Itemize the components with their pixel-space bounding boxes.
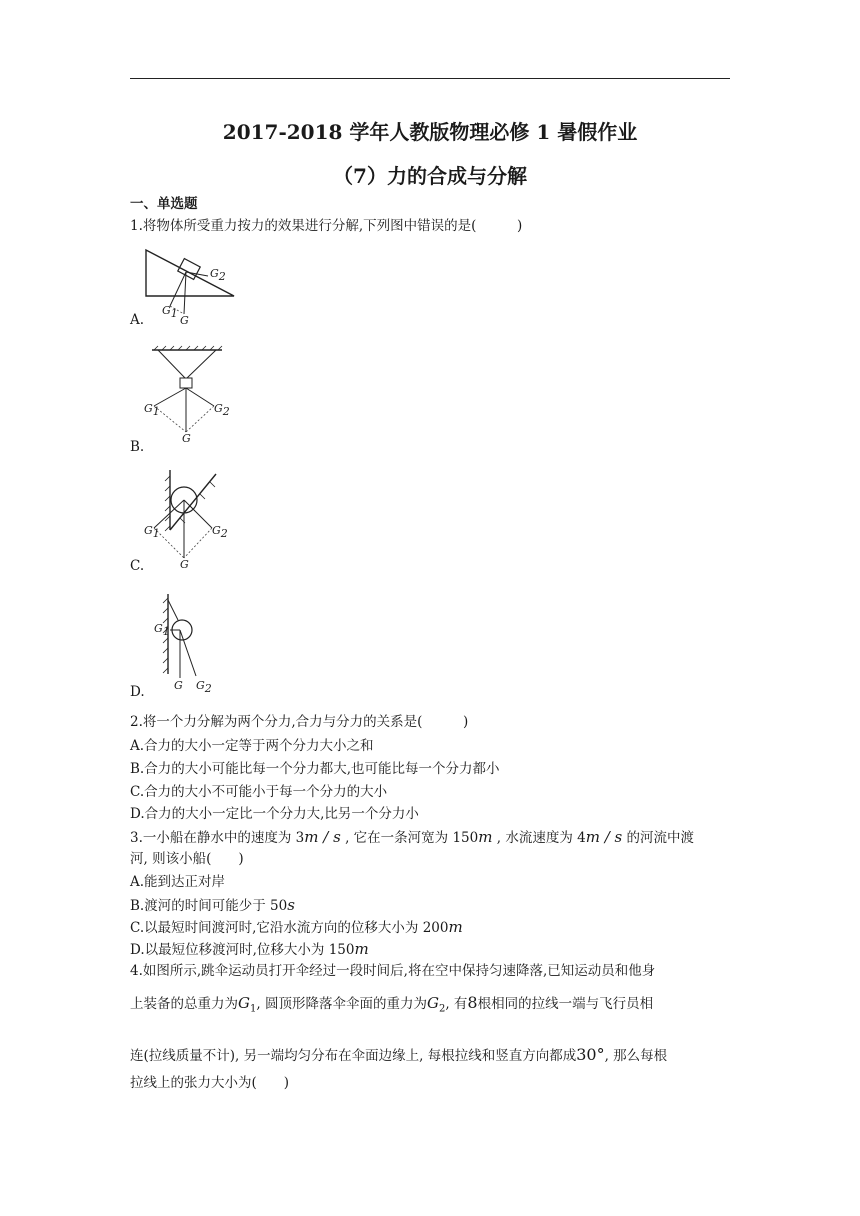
page-subtitle: （7）力的合成与分解 xyxy=(333,164,527,188)
q4-stem-line2: 上装备的总重力为$G_1$, 圆顶形降落伞伞面的重力为$G_2$, 有8根相同的拉线一端与飞行员相 xyxy=(130,993,654,1015)
q2-option-c[interactable]: C.合力的大小不可能小于每一个分力的大小 xyxy=(130,784,388,800)
q2-stem: 2.将一个力分解为两个分力,合力与分力的关系是( ) xyxy=(130,714,469,730)
q2-option-a[interactable]: A.合力的大小一定等于两个分力大小之和 xyxy=(130,738,374,754)
q2-option-d[interactable]: D.合力的大小一定比一个分力大,比另一个分力小 xyxy=(130,806,419,822)
q1-option-a[interactable]: A. xyxy=(130,312,145,328)
page-title: 2017-2018 学年人教版物理必修 1 暑假作业 xyxy=(222,120,638,144)
q1-option-c[interactable]: C. xyxy=(130,558,145,574)
q4-stem-line3: 连(拉线质量不计), 另一端均匀分布在伞面边缘上, 每根拉线和竖直方向都成30°, 那么每根 xyxy=(130,1045,668,1064)
q3-option-b[interactable]: B.渡河的时间可能少于 50s xyxy=(130,896,295,914)
q1-figure-b-hanging xyxy=(140,344,230,444)
label-g: G xyxy=(180,558,189,571)
label-g1: G1 xyxy=(144,402,160,418)
label-g: G xyxy=(174,679,183,692)
q1-figure-d-ball-wall xyxy=(140,590,220,694)
label-g2: G2 xyxy=(210,267,226,283)
q1-figure-a-incline xyxy=(140,246,240,326)
label-g: G xyxy=(180,314,189,326)
q4-stem-line1: 4.如图所示,跳伞运动员打开伞经过一段时间后,将在空中保持匀速降落,已知运动员和他身 xyxy=(130,963,656,979)
q3-option-a[interactable]: A.能到达正对岸 xyxy=(130,874,226,890)
label-g2: G2 xyxy=(212,524,228,540)
header-rule xyxy=(130,78,730,79)
q3-option-d[interactable]: D.以最短位移渡河时,位移大小为 150m xyxy=(130,940,369,958)
q4-stem-line4: 拉线上的张力大小为( ) xyxy=(130,1075,290,1091)
q3-stem-line2: 河, 则该小船( ) xyxy=(130,851,244,867)
label-g1: G1 xyxy=(162,304,178,320)
q1-option-b[interactable]: B. xyxy=(130,439,145,455)
section-heading: 一、单选题 xyxy=(130,196,198,212)
q1-stem: 1.将物体所受重力按力的效果进行分解,下列图中错误的是( ) xyxy=(130,218,523,234)
label-g2: G2 xyxy=(214,402,230,418)
q3-option-c[interactable]: C.以最短时间渡河时,它沿水流方向的位移大小为 200m xyxy=(130,918,463,936)
q2-option-b[interactable]: B.合力的大小可能比每一个分力都大,也可能比每一个分力都小 xyxy=(130,761,500,777)
q1-option-d[interactable]: D. xyxy=(130,684,145,700)
q1-figure-c-ball-wedge xyxy=(140,466,230,572)
label-g2: G2 xyxy=(196,679,212,694)
label-g: G xyxy=(182,432,191,444)
label-g1: G1 xyxy=(144,524,160,540)
label-g1: G1 xyxy=(154,622,170,638)
q3-stem-line1: 3.一小船在静水中的速度为 3m / s , 它在一条河宽为 150m , 水流速度为 4m / s 的河流中渡 xyxy=(130,828,695,846)
